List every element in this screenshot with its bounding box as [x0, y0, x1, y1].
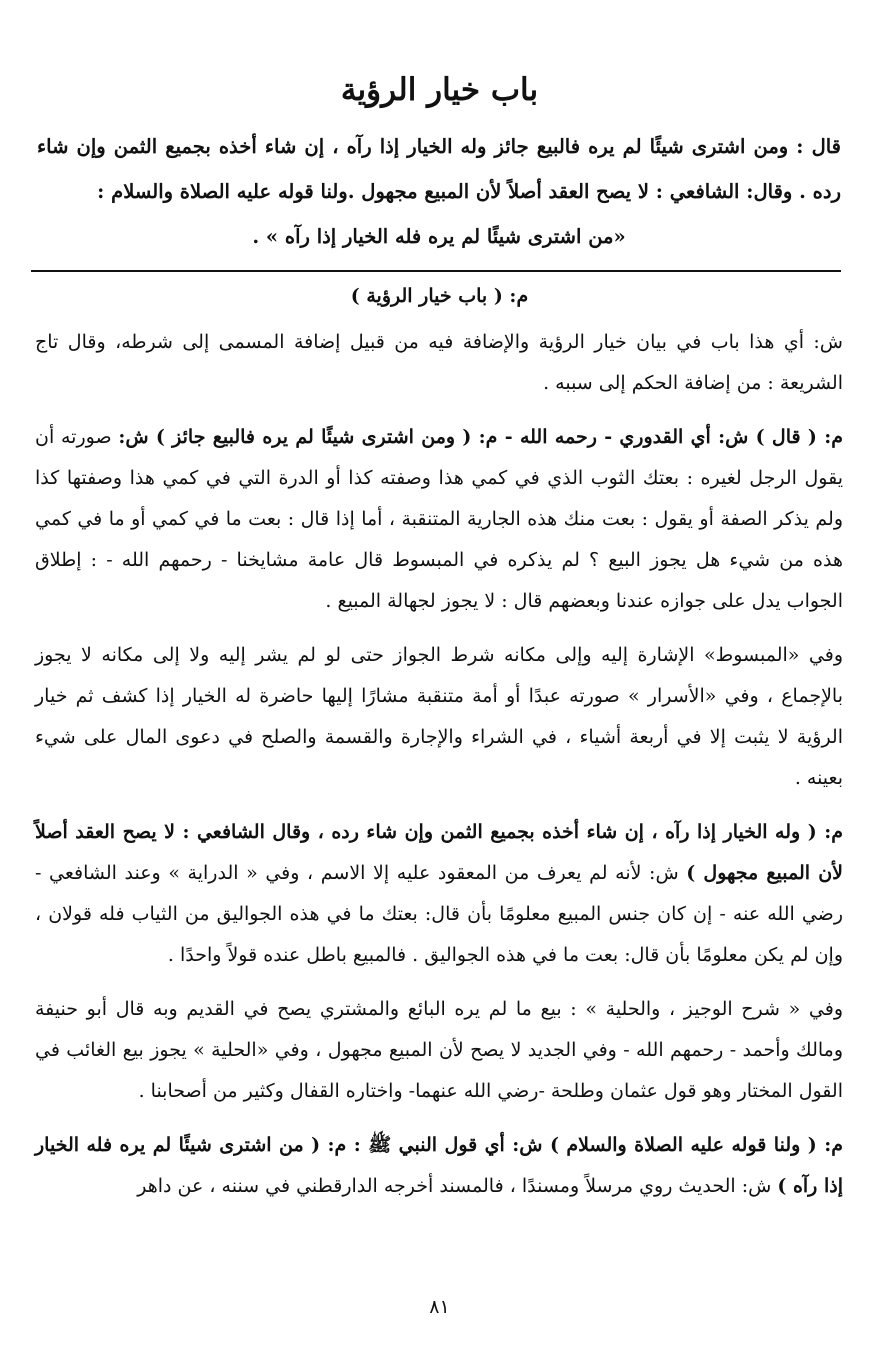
paragraph-text: وفي «المبسوط» الإشارة إليه وإلى مكانه شرط الجواز حتى لو لم يشر إليه ولا إلى مكانه لا يجوز بالإجماع ، وفي «الأسرار » صورته عبدًا أو أمة متنقبة مشارًا إليها حاضرة له الخيار إذا كشف ثم خيار الرؤية لا يثبت إلا في أربعة أشياء ، في الشراء والإجارة والقسمة والصلح في دعوى المال على شيء بعينه . [35, 644, 843, 789]
paragraph-lead: م: ( وله الخيار إذا رآه ، إن شاء أخذه بجميع الثمن وإن شاء رده ، وقال الشافعي : لا يصح العقد أصلاً لأن المبيع مجهول ) [35, 821, 843, 884]
paragraph-text: ش: الحديث روي مرسلاً ومسندًا ، فالمسند أخرجه الدارقطني في سننه ، عن داهر [137, 1175, 778, 1197]
paragraph-text: ش: أي هذا باب في بيان خيار الرؤية والإضافة فيه من قبيل إضافة المسمى إلى شرطه، وقال تاج الشريعة : من إضافة الحكم إلى سببه . [35, 331, 843, 394]
paragraph-lead: م: ( قال ) ش: أي القدوري - رحمه الله - م: ( ومن اشترى شيئًا لم يره فالبيع جائز ) ش: [118, 426, 843, 448]
commentary-body [35, 322, 843, 1220]
paragraph-text: وفي « شرح الوجيز ، والحلية » : بيع ما لم يره البائع والمشتري يصح في القديم وبه قال أبو حنيفة ومالك وأحمد - رحمهم الله - وفي الجديد لا يصح لأن المبيع مجهول ، وفي «الحلية » يجوز بيع الغائب في القول المختار وهو قول عثمان وطلحة -رضي الله عنهما- واختاره القفال وكثير من أصحابنا . [35, 998, 843, 1102]
commentary-paragraph-4 [35, 812, 843, 976]
main-text [37, 124, 841, 259]
page-number: ٨١ [429, 1296, 450, 1318]
commentary-paragraph-1 [35, 322, 843, 404]
commentary-heading: م: ( باب خيار الرؤية ) [350, 285, 529, 307]
separator-line [31, 270, 841, 272]
paragraph-text: صورته أن يقول الرجل لغيره : بعتك الثوب الذي في كمي هذا وصفته كذا أو الدرة التي في كمي هذا وصفتها كذا ولم يذكر الصفة أو يقول : بعت منك هذه الجارية المتنقبة ، أما إذا قال : بعت ما في كمي أو ما في كمي هذه من شيء هل يجوز البيع ؟ لم يذكره في المبسوط قال عامة مشايخنا - رحمهم الله - : إطلاق الجواب يدل على جوازه عندنا وبعضهم قال : لا يجوز لجهالة المبيع . [35, 426, 843, 612]
commentary-paragraph-5 [35, 989, 843, 1112]
commentary-paragraph-3 [35, 635, 843, 799]
hadith-quote: «من اشترى شيئًا لم يره فله الخيار إذا رآه » . [252, 225, 626, 248]
chapter-title: باب خيار الرؤية [340, 72, 539, 108]
commentary-paragraph-2 [35, 417, 843, 622]
main-text-body: قال : ومن اشترى شيئًا لم يره فالبيع جائز وله الخيار إذا رآه ، إن شاء أخذه بجميع الثمن وإن شاء رده . وقال: الشافعي : لا يصح العقد أصلاً لأن المبيع مجهول .ولنا قوله عليه الصلاة والسلام : [37, 135, 841, 203]
commentary-paragraph-6 [35, 1125, 843, 1207]
paragraph-lead: م: ( ولنا قوله عليه الصلاة والسلام ) ش: أي قول النبي ﷺ : م: ( من اشترى شيئًا لم يره فله الخيار إذا رآه ) [35, 1134, 843, 1197]
paragraph-text: ش: لأنه لم يعرف من المعقود عليه إلا الاسم ، وفي « الدراية » وعند الشافعي - رضي الله عنه - إن كان جنس المبيع معلومًا بأن قال: بعتك ما في هذه الجواليق من الثياب فله قولان ، وإن لم يكن معلومًا بأن قال: بعت ما في هذه الجواليق . فالمبيع باطل عنده قولاً واحدًا . [35, 862, 843, 966]
